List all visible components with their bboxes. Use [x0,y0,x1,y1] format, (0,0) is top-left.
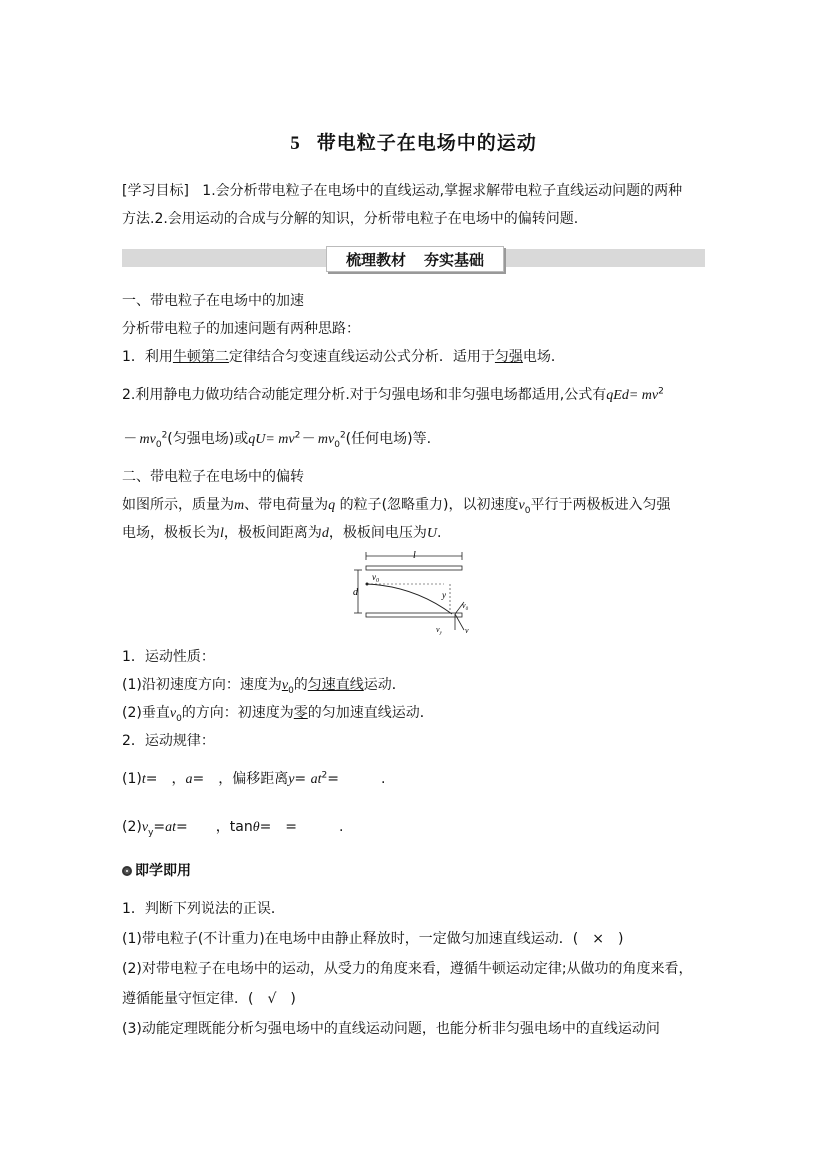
practice-statement2-cont: 遵循能量守恒定律．( √ ) [122,991,296,1007]
practice-q1: 1．判断下列说法的正误． [122,901,285,917]
circle-dot-icon [122,866,132,876]
section1-item2: 2.利用静电力做功结合动能定理分析.对于匀强电场和非匀强电场都适用,公式有$qEd= mv^2$ [122,386,664,403]
section2-para1: 如图所示，质量为m、带电荷量为q 的粒子(忽略重力)，以初速度$v_0$平行于两极板进入匀强 [122,497,671,516]
section1-intro: 分析带电粒子的加速问题有两种思路： [122,321,360,337]
practice-heading: 即学即用 [122,860,191,880]
section2-para2: 电场，极板长为l，极板间距离为d，极板间电压为U. [122,525,442,541]
practice-statement1: (1)带电粒子(不计重力)在电场中由静止释放时，一定做匀加速直线运动．( × ) [122,931,624,947]
svg-text:l: l [413,550,416,561]
practice-statement2: (2)对带电粒子在电场中的运动，从受力的角度来看，遵循牛顿运动定律;从做功的角度来看， [122,961,693,977]
rules-heading: 2．运动规律： [122,733,215,749]
svg-text:v0: $v_0$ [372,572,379,584]
section-banner: 梳理教材 夯实基础 [326,246,504,272]
nature-item1: (1)沿初速度方向：速度为$v_0$的匀速直线运动． [122,677,406,696]
svg-text:y: y [442,590,446,600]
section1-heading: 一、带电粒子在电场中的加速 [122,293,304,309]
svg-text:vy: $v_y$ [436,625,442,636]
section1-item2-cont: － $mv_0^2$(匀强电场)或$qU= mv^2- mv_0^2$(任何电场)等. [122,430,432,450]
page-title: 5 带电粒子在电场中的运动 [290,132,537,154]
nature-item2: (2)垂直$v_0$的方向：初速度为零的匀加速直线运动． [122,705,434,724]
svg-text:v0: $v_0$ [462,601,469,612]
objectives-line2: 方法.2.会用运动的合成与分解的知识，分析带电粒子在电场中的偏转问题. [122,211,579,227]
section1-item1: 1．利用牛顿第二定律结合匀变速直线运动公式分析．适用于匀强电场． [122,349,565,365]
nature-heading: 1．运动性质： [122,649,215,665]
svg-text:d: d [353,587,358,598]
practice-statement3: (3)动能定理既能分析匀强电场中的直线运动问题，也能分析非匀强电场中的直线运动问 [122,1021,660,1037]
rules-item1: (1)t= ，a= ，偏移距离$y= at^2=$ . [122,770,386,787]
deflection-diagram [352,550,478,638]
svg-text:v: v [465,626,469,635]
rules-item2: $(2)v_y=at=$ ，tanθ= = . [122,819,344,838]
section2-heading: 二、带电粒子在电场中的偏转 [122,469,304,485]
objectives-line1: [学习目标] 1.会分析带电粒子在电场中的直线运动,掌握求解带电粒子直线运动问题的两种 [122,183,683,199]
